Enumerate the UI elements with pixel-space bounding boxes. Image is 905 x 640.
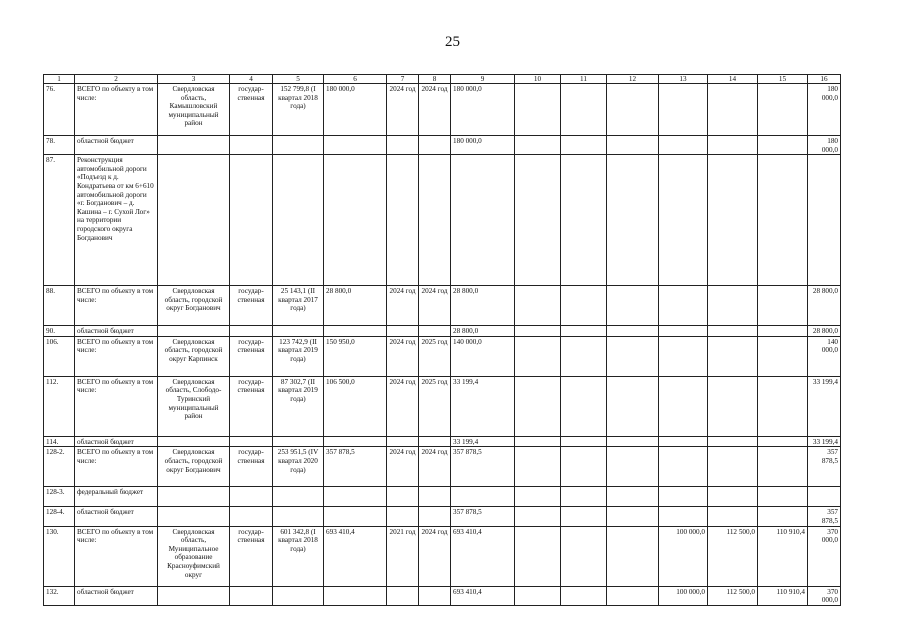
table-cell-col-8: 2024 год (419, 286, 451, 326)
table-row (44, 447, 841, 487)
table-cell-col-6: 106 500,0 (324, 376, 387, 436)
table-cell-col-11 (561, 155, 607, 286)
table-cell-col-9 (451, 155, 515, 286)
table-cell-col-12 (607, 507, 659, 526)
table-cell-col-9: 357 878,5 (451, 507, 515, 526)
table-cell-col-5 (273, 155, 324, 286)
header-cell: 5 (273, 75, 324, 84)
table-row (44, 286, 841, 326)
table-cell-col-12 (607, 526, 659, 586)
header-cell: 7 (387, 75, 419, 84)
table-cell-col-9: 140 000,0 (451, 336, 515, 376)
page-number: 25 (445, 34, 460, 50)
table-cell-col-4: государ- ственная (230, 526, 273, 586)
table-cell-col-11 (561, 487, 607, 507)
table-cell-col-15 (758, 487, 808, 507)
table-cell-col-2: областной бюджет (75, 326, 158, 337)
table-cell-col-3 (158, 155, 230, 286)
table-cell-col-2: ВСЕГО по объекту в том числе: (75, 84, 158, 136)
table-cell-col-11 (561, 586, 607, 605)
table-cell-col-12 (607, 376, 659, 436)
table-cell-col-10 (515, 507, 561, 526)
header-row (44, 75, 841, 84)
table-cell-col-4: государ- ственная (230, 447, 273, 487)
table-cell-col-5 (273, 487, 324, 507)
table-cell-col-9 (451, 487, 515, 507)
table-cell-col-16: 180 000,0 (808, 84, 841, 136)
table-cell-col-6 (324, 586, 387, 605)
table-cell-col-14 (708, 487, 758, 507)
table-cell-col-2: ВСЕГО по объекту в том числе: (75, 286, 158, 326)
table-cell-col-15 (758, 155, 808, 286)
table-cell-col-4: государ- ственная (230, 336, 273, 376)
table-cell-col-10 (515, 487, 561, 507)
table-cell-col-1: 128-2. (44, 447, 75, 487)
table-cell-col-13 (659, 336, 708, 376)
table-cell-col-8: 2024 год (419, 447, 451, 487)
table-cell-col-7 (387, 507, 419, 526)
table-cell-col-1: 78. (44, 136, 75, 155)
table-cell-col-4 (230, 436, 273, 447)
table-cell-col-10 (515, 376, 561, 436)
table-cell-col-5 (273, 586, 324, 605)
table-cell-col-8: 2025 год (419, 376, 451, 436)
table-cell-col-3 (158, 507, 230, 526)
table-cell-col-11 (561, 326, 607, 337)
table-cell-col-6: 693 410,4 (324, 526, 387, 586)
table-cell-col-3 (158, 136, 230, 155)
table-cell-col-16: 33 199,4 (808, 376, 841, 436)
table-cell-col-15 (758, 436, 808, 447)
table-cell-col-8: 2025 год (419, 336, 451, 376)
table-cell-col-7 (387, 487, 419, 507)
table-cell-col-5 (273, 436, 324, 447)
header-cell: 10 (515, 75, 561, 84)
table-cell-col-15 (758, 84, 808, 136)
table-cell-col-16: 370 000,0 (808, 586, 841, 605)
table-cell-col-4: государ- ственная (230, 84, 273, 136)
table-cell-col-2: областной бюджет (75, 136, 158, 155)
table-cell-col-1: 87. (44, 155, 75, 286)
table-cell-col-6 (324, 136, 387, 155)
table-cell-col-14 (708, 447, 758, 487)
table-cell-col-1: 88. (44, 286, 75, 326)
table-cell-col-2: ВСЕГО по объекту в том числе: (75, 336, 158, 376)
table-cell-col-13 (659, 436, 708, 447)
table-cell-col-9: 28 800,0 (451, 326, 515, 337)
table-cell-col-16: 140 000,0 (808, 336, 841, 376)
table-cell-col-15 (758, 447, 808, 487)
table-cell-col-10 (515, 326, 561, 337)
table-cell-col-13 (659, 507, 708, 526)
table-cell-col-8 (419, 487, 451, 507)
table-cell-col-1: 128-4. (44, 507, 75, 526)
table-cell-col-11 (561, 136, 607, 155)
table-cell-col-2: областной бюджет (75, 586, 158, 605)
header-cell: 16 (808, 75, 841, 84)
table-cell-col-5 (273, 326, 324, 337)
table-cell-col-2: ВСЕГО по объекту в том числе: (75, 447, 158, 487)
table-cell-col-8 (419, 326, 451, 337)
table-cell-col-8 (419, 586, 451, 605)
table-cell-col-3: Свердловская область, Муниципальное образование Красноуфимский округ (158, 526, 230, 586)
table-row (44, 526, 841, 586)
table-cell-col-8 (419, 436, 451, 447)
table-row (44, 586, 841, 605)
table-cell-col-3: Свердловская область, городской округ Богданович (158, 286, 230, 326)
table-cell-col-4 (230, 136, 273, 155)
table-cell-col-12 (607, 286, 659, 326)
table-cell-col-7 (387, 436, 419, 447)
table-cell-col-9: 33 199,4 (451, 376, 515, 436)
table-cell-col-15 (758, 286, 808, 326)
table-cell-col-6: 357 878,5 (324, 447, 387, 487)
table-cell-col-10 (515, 286, 561, 326)
table-cell-col-5: 601 342,8 (I квартал 2018 года) (273, 526, 324, 586)
table-cell-col-12 (607, 136, 659, 155)
table-cell-col-15: 110 910,4 (758, 526, 808, 586)
table-cell-col-15 (758, 376, 808, 436)
table-cell-col-6 (324, 436, 387, 447)
table-cell-col-7 (387, 586, 419, 605)
table-cell-col-3 (158, 586, 230, 605)
table-cell-col-1: 76. (44, 84, 75, 136)
table-cell-col-16: 33 199,4 (808, 436, 841, 447)
table-cell-col-13: 100 000,0 (659, 586, 708, 605)
table-cell-col-3: Свердловская область, Слободо-Туринский муниципальный район (158, 376, 230, 436)
table-cell-col-7: 2024 год (387, 286, 419, 326)
table-cell-col-14: 112 500,0 (708, 526, 758, 586)
table-cell-col-10 (515, 526, 561, 586)
table-cell-col-16 (808, 487, 841, 507)
table-cell-col-10 (515, 136, 561, 155)
table-cell-col-5: 87 302,7 (II квартал 2019 года) (273, 376, 324, 436)
table-cell-col-9: 357 878,5 (451, 447, 515, 487)
table-cell-col-14: 112 500,0 (708, 586, 758, 605)
table-cell-col-8 (419, 136, 451, 155)
table-cell-col-3: Свердловская область, Камышловский муниципальный район (158, 84, 230, 136)
table-row (44, 326, 841, 337)
table-cell-col-10 (515, 336, 561, 376)
table-cell-col-9: 693 410,4 (451, 526, 515, 586)
table-cell-col-6 (324, 487, 387, 507)
table-cell-col-14 (708, 326, 758, 337)
table-cell-col-3: Свердловская область, городской округ Карпинск (158, 336, 230, 376)
table-cell-col-16: 357 878,5 (808, 447, 841, 487)
table-cell-col-9: 180 000,0 (451, 136, 515, 155)
table-cell-col-9: 693 410,4 (451, 586, 515, 605)
table-cell-col-6: 150 950,0 (324, 336, 387, 376)
table-cell-col-6 (324, 507, 387, 526)
table-cell-col-13 (659, 376, 708, 436)
table-cell-col-5: 253 951,5 (IV квартал 2020 года) (273, 447, 324, 487)
table-row (44, 487, 841, 507)
table-cell-col-13 (659, 487, 708, 507)
table-cell-col-10 (515, 586, 561, 605)
table-cell-col-11 (561, 376, 607, 436)
table-cell-col-5: 152 799,8 (I квартал 2018 года) (273, 84, 324, 136)
table-cell-col-12 (607, 447, 659, 487)
table-cell-col-11 (561, 447, 607, 487)
table-cell-col-6 (324, 326, 387, 337)
table-cell-col-12 (607, 487, 659, 507)
table-cell-col-16: 28 800,0 (808, 286, 841, 326)
table-cell-col-1: 114. (44, 436, 75, 447)
table-cell-col-2: федеральный бюджет (75, 487, 158, 507)
table-cell-col-13 (659, 84, 708, 136)
table-cell-col-15 (758, 136, 808, 155)
table-cell-col-12 (607, 155, 659, 286)
table-cell-col-2: областной бюджет (75, 436, 158, 447)
table-cell-col-15: 110 910,4 (758, 586, 808, 605)
header-cell: 14 (708, 75, 758, 84)
table-cell-col-1: 128-3. (44, 487, 75, 507)
table-cell-col-6: 180 000,0 (324, 84, 387, 136)
table-cell-col-10 (515, 447, 561, 487)
table-cell-col-7 (387, 136, 419, 155)
table-cell-col-1: 106. (44, 336, 75, 376)
header-cell: 3 (158, 75, 230, 84)
header-cell: 4 (230, 75, 273, 84)
header-cell: 2 (75, 75, 158, 84)
header-cell: 15 (758, 75, 808, 84)
table-cell-col-9: 28 800,0 (451, 286, 515, 326)
table-cell-col-11 (561, 526, 607, 586)
header-cell: 1 (44, 75, 75, 84)
table-cell-col-16 (808, 155, 841, 286)
table-row (44, 507, 841, 526)
table-cell-col-12 (607, 336, 659, 376)
table-cell-col-14 (708, 336, 758, 376)
header-cell: 9 (451, 75, 515, 84)
table-cell-col-7 (387, 155, 419, 286)
table-cell-col-16: 28 800,0 (808, 326, 841, 337)
investment-table (43, 74, 841, 606)
table-row (44, 84, 841, 136)
table-cell-col-13 (659, 326, 708, 337)
header-cell: 11 (561, 75, 607, 84)
table-cell-col-16: 370 000,0 (808, 526, 841, 586)
table-cell-col-6 (324, 155, 387, 286)
header-cell: 8 (419, 75, 451, 84)
table-row (44, 155, 841, 286)
table-cell-col-9: 180 000,0 (451, 84, 515, 136)
table-cell-col-5: 123 742,9 (II квартал 2019 года) (273, 336, 324, 376)
table-row (44, 136, 841, 155)
table-cell-col-7: 2024 год (387, 336, 419, 376)
table-cell-col-4: государ- ственная (230, 376, 273, 436)
table-cell-col-11 (561, 436, 607, 447)
table-cell-col-13 (659, 155, 708, 286)
table-cell-col-13 (659, 286, 708, 326)
table-cell-col-4 (230, 586, 273, 605)
table-cell-col-11 (561, 336, 607, 376)
header-cell: 12 (607, 75, 659, 84)
table-cell-col-1: 112. (44, 376, 75, 436)
table-cell-col-5: 25 143,1 (II квартал 2017 года) (273, 286, 324, 326)
table-cell-col-11 (561, 507, 607, 526)
table-cell-col-3: Свердловская область, городской округ Богданович (158, 447, 230, 487)
table-cell-col-7: 2021 год (387, 526, 419, 586)
table-cell-col-2: областной бюджет (75, 507, 158, 526)
table-cell-col-4 (230, 487, 273, 507)
table-cell-col-14 (708, 507, 758, 526)
table-cell-col-6: 28 800,0 (324, 286, 387, 326)
table-row (44, 376, 841, 436)
table-cell-col-15 (758, 336, 808, 376)
table-cell-col-13: 100 000,0 (659, 526, 708, 586)
table-cell-col-16: 357 878,5 (808, 507, 841, 526)
header-cell: 13 (659, 75, 708, 84)
table-row (44, 436, 841, 447)
table-cell-col-4 (230, 155, 273, 286)
table-cell-col-14 (708, 136, 758, 155)
table-cell-col-7: 2024 год (387, 84, 419, 136)
table-cell-col-2: ВСЕГО по объекту в том числе: (75, 526, 158, 586)
table-cell-col-10 (515, 84, 561, 136)
table-cell-col-12 (607, 326, 659, 337)
table-cell-col-12 (607, 586, 659, 605)
table-cell-col-4 (230, 507, 273, 526)
table-cell-col-8 (419, 507, 451, 526)
table-cell-col-1: 90. (44, 326, 75, 337)
table-cell-col-11 (561, 286, 607, 326)
table-cell-col-15 (758, 507, 808, 526)
table-cell-col-1: 130. (44, 526, 75, 586)
table-cell-col-14 (708, 376, 758, 436)
table-cell-col-2: Реконструкция автомобильной дороги «Подъезд к д. Кондратьева от км 6+610 автомобильной дороги «г. Богданович – д. Кашина – г. Сухой Лог» на территории городского округа Богданович (75, 155, 158, 286)
table-cell-col-13 (659, 136, 708, 155)
table-row (44, 336, 841, 376)
table-cell-col-1: 132. (44, 586, 75, 605)
table-cell-col-8 (419, 155, 451, 286)
table-cell-col-4 (230, 326, 273, 337)
table-cell-col-5 (273, 507, 324, 526)
header-cell: 6 (324, 75, 387, 84)
table-cell-col-12 (607, 84, 659, 136)
table-cell-col-12 (607, 436, 659, 447)
table-cell-col-13 (659, 447, 708, 487)
table-cell-col-3 (158, 487, 230, 507)
table-cell-col-15 (758, 326, 808, 337)
table-cell-col-4: государ- ственная (230, 286, 273, 326)
table-cell-col-3 (158, 326, 230, 337)
table-cell-col-14 (708, 286, 758, 326)
table-body (44, 84, 841, 606)
table-cell-col-3 (158, 436, 230, 447)
table-cell-col-8: 2024 год (419, 526, 451, 586)
table-cell-col-10 (515, 436, 561, 447)
table-cell-col-2: ВСЕГО по объекту в том числе: (75, 376, 158, 436)
table-cell-col-8: 2024 год (419, 84, 451, 136)
table-cell-col-11 (561, 84, 607, 136)
table-cell-col-14 (708, 84, 758, 136)
table-cell-col-7: 2024 год (387, 447, 419, 487)
table-cell-col-10 (515, 155, 561, 286)
table-cell-col-14 (708, 436, 758, 447)
table-cell-col-16: 180 000,0 (808, 136, 841, 155)
table-cell-col-5 (273, 136, 324, 155)
table-cell-col-7: 2024 год (387, 376, 419, 436)
table-cell-col-7 (387, 326, 419, 337)
table-cell-col-14 (708, 155, 758, 286)
table-cell-col-9: 33 199,4 (451, 436, 515, 447)
